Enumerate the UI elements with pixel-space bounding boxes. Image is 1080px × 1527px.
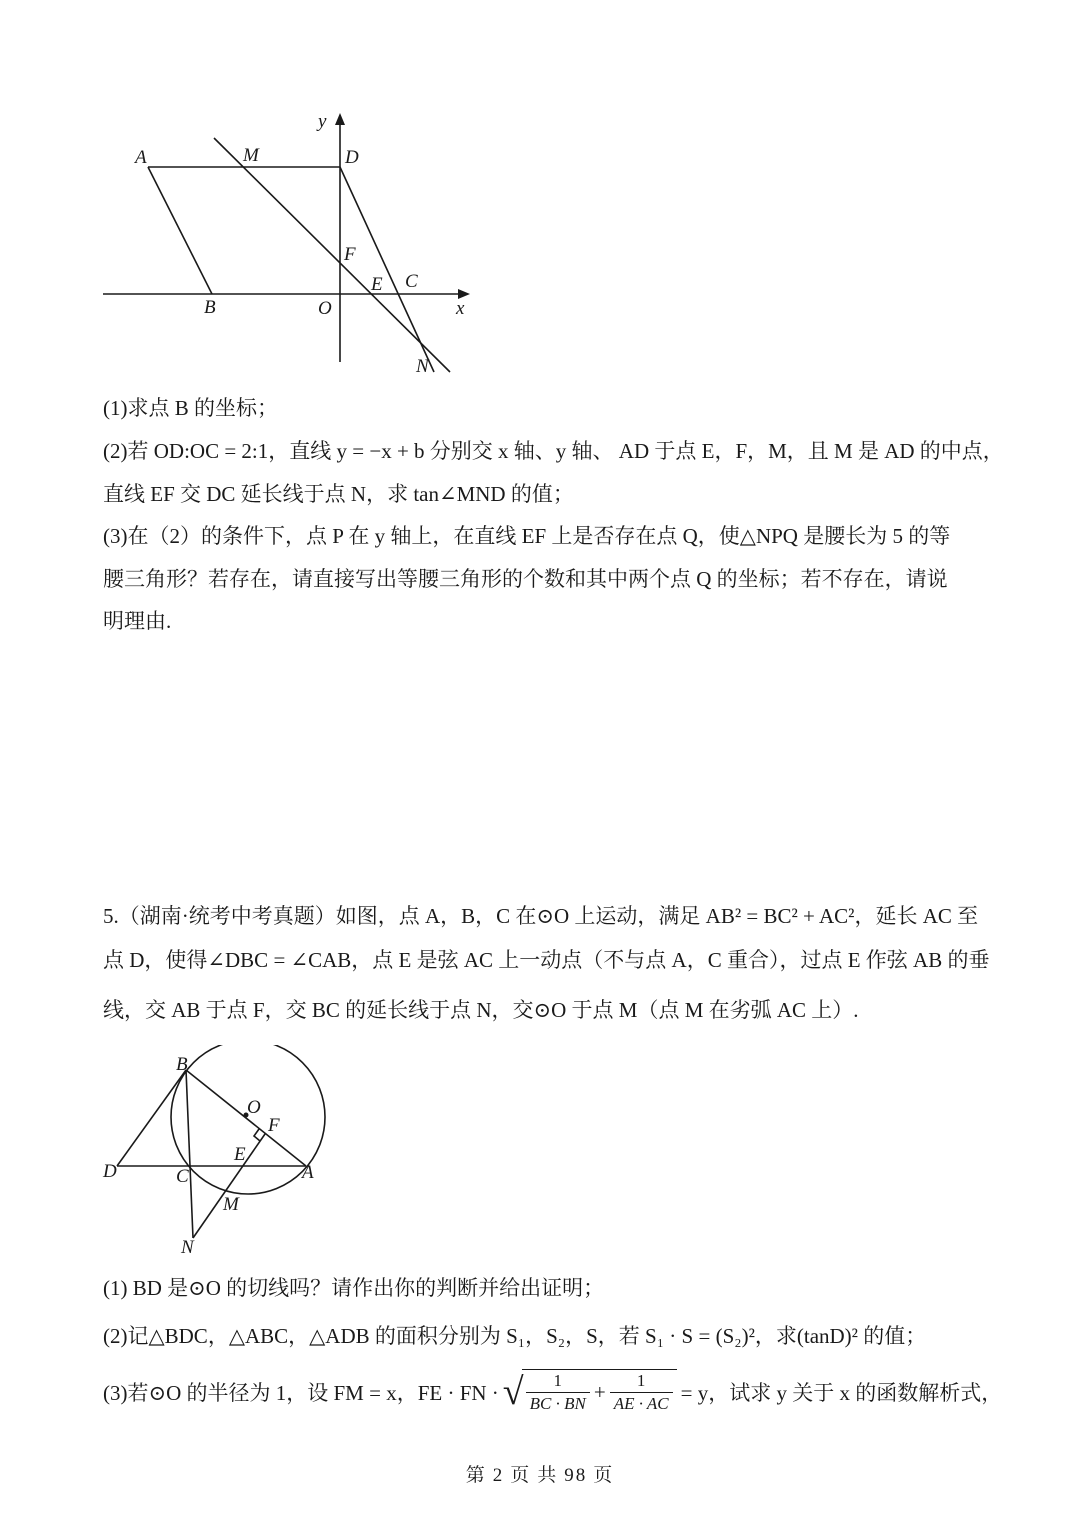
label-E2: E bbox=[234, 1144, 246, 1165]
label-C: C bbox=[405, 271, 418, 292]
label-N: N bbox=[416, 356, 429, 377]
sqrt-sign: √ bbox=[502, 1371, 524, 1413]
q5-part1: (1) BD 是⊙O 的切线吗？请作出你的判断并给出证明； bbox=[103, 1276, 605, 1300]
footer-ye2: 页 bbox=[593, 1465, 615, 1486]
y-axis-arrow bbox=[335, 113, 345, 125]
segment-BA bbox=[186, 1070, 306, 1166]
q4-part1: (1)求点 B 的坐标； bbox=[103, 396, 278, 420]
label-y: y bbox=[318, 111, 327, 132]
q5-intro-line2: 点 D，使得∠DBC = ∠CAB，点 E 是弦 AC 上一动点（不与点 A，C 重合），过点 E 作弦 AB 的垂 bbox=[103, 948, 990, 972]
fraction-2-numerator: 1 bbox=[636, 1371, 646, 1390]
q5-intro-line3: 线，交 AB 于点 F，交 BC 的延长线于点 N，交⊙O 于点 M（点 M 在劣弧 AC 上）. bbox=[103, 998, 859, 1022]
label-x: x bbox=[456, 298, 465, 319]
label-E: E bbox=[371, 274, 383, 295]
q4-part2-line2: 直线 EF 交 DC 延长线于点 N，求 tan∠MND 的值； bbox=[103, 482, 574, 506]
footer-gong: 共 bbox=[537, 1465, 559, 1486]
line-MN bbox=[214, 138, 450, 372]
label-A2: A bbox=[302, 1162, 314, 1183]
q5-part3-prefix: (3)若⊙O 的半径为 1，设 FM = x，FE · FN · bbox=[103, 1381, 499, 1405]
label-O: O bbox=[318, 298, 332, 319]
segment-BD bbox=[117, 1070, 186, 1166]
label-F: F bbox=[344, 244, 356, 265]
q4-part3-line3: 明理由. bbox=[103, 609, 172, 633]
fraction-1-numerator: 1 bbox=[553, 1371, 562, 1390]
segment-BN bbox=[186, 1070, 193, 1238]
sqrt-radicand bbox=[522, 1369, 677, 1415]
figure-circle-tangent bbox=[95, 1045, 345, 1260]
right-angle-mark bbox=[254, 1129, 260, 1141]
fraction-1 bbox=[526, 1370, 590, 1415]
q5-part2: (2)记△BDC，△ABC，△ADB 的面积分别为 S₁，S₂，S，若 S₁ · S = (S₂)²，求(tanD)² 的值； bbox=[103, 1324, 927, 1348]
q4-part3-line1: (3)在（2）的条件下，点 P 在 y 轴上，在直线 EF 上是否存在点 Q，使△NPQ 是腰长为 5 的等 bbox=[103, 524, 951, 548]
q4-part2-line1: (2)若 OD:OC = 2:1，直线 y = −x + b 分别交 x 轴、y 轴、 AD 于点 E，F，M，且 M 是 AD 的中点， bbox=[103, 439, 1004, 463]
label-B2: B bbox=[176, 1054, 188, 1075]
label-M: M bbox=[243, 145, 259, 166]
figure-parallelogram-coordinate bbox=[95, 105, 485, 385]
label-N2: N bbox=[181, 1237, 194, 1258]
plus-sign: + bbox=[593, 1380, 606, 1404]
footer-total-pages: 98 bbox=[564, 1465, 588, 1486]
label-B: B bbox=[204, 297, 216, 318]
label-C2: C bbox=[176, 1166, 189, 1187]
fraction-1-denominator: BC · BN bbox=[526, 1392, 590, 1415]
footer-ye1: 页 bbox=[510, 1465, 532, 1486]
fraction-2-denominator: AE · AC bbox=[610, 1392, 673, 1415]
q5-part3-suffix: = y，试求 y 关于 x 的函数解析式， bbox=[680, 1381, 1003, 1405]
label-F2: F bbox=[268, 1115, 280, 1136]
segment-AB bbox=[148, 167, 212, 294]
page-footer bbox=[0, 1460, 1080, 1487]
label-D2: D bbox=[103, 1161, 117, 1182]
q5-intro-line1: 5.（湖南·统考中考真题）如图，点 A，B，C 在⊙O 上运动，满足 AB² = BC² + AC²，延长 AC 至 bbox=[103, 904, 979, 928]
segment-FN bbox=[193, 1134, 265, 1238]
label-M2: M bbox=[223, 1194, 239, 1215]
footer-page-number: 2 bbox=[492, 1465, 505, 1486]
fraction-2 bbox=[610, 1370, 673, 1415]
q5-part3 bbox=[103, 1365, 1002, 1419]
footer-di: 第 bbox=[465, 1465, 487, 1486]
label-A: A bbox=[135, 147, 147, 168]
q4-part3-line2: 腰三角形？若存在，请直接写出等腰三角形的个数和其中两个点 Q 的坐标；若不存在，请说 bbox=[103, 567, 948, 591]
label-D: D bbox=[345, 147, 359, 168]
label-O2: O bbox=[247, 1097, 261, 1118]
